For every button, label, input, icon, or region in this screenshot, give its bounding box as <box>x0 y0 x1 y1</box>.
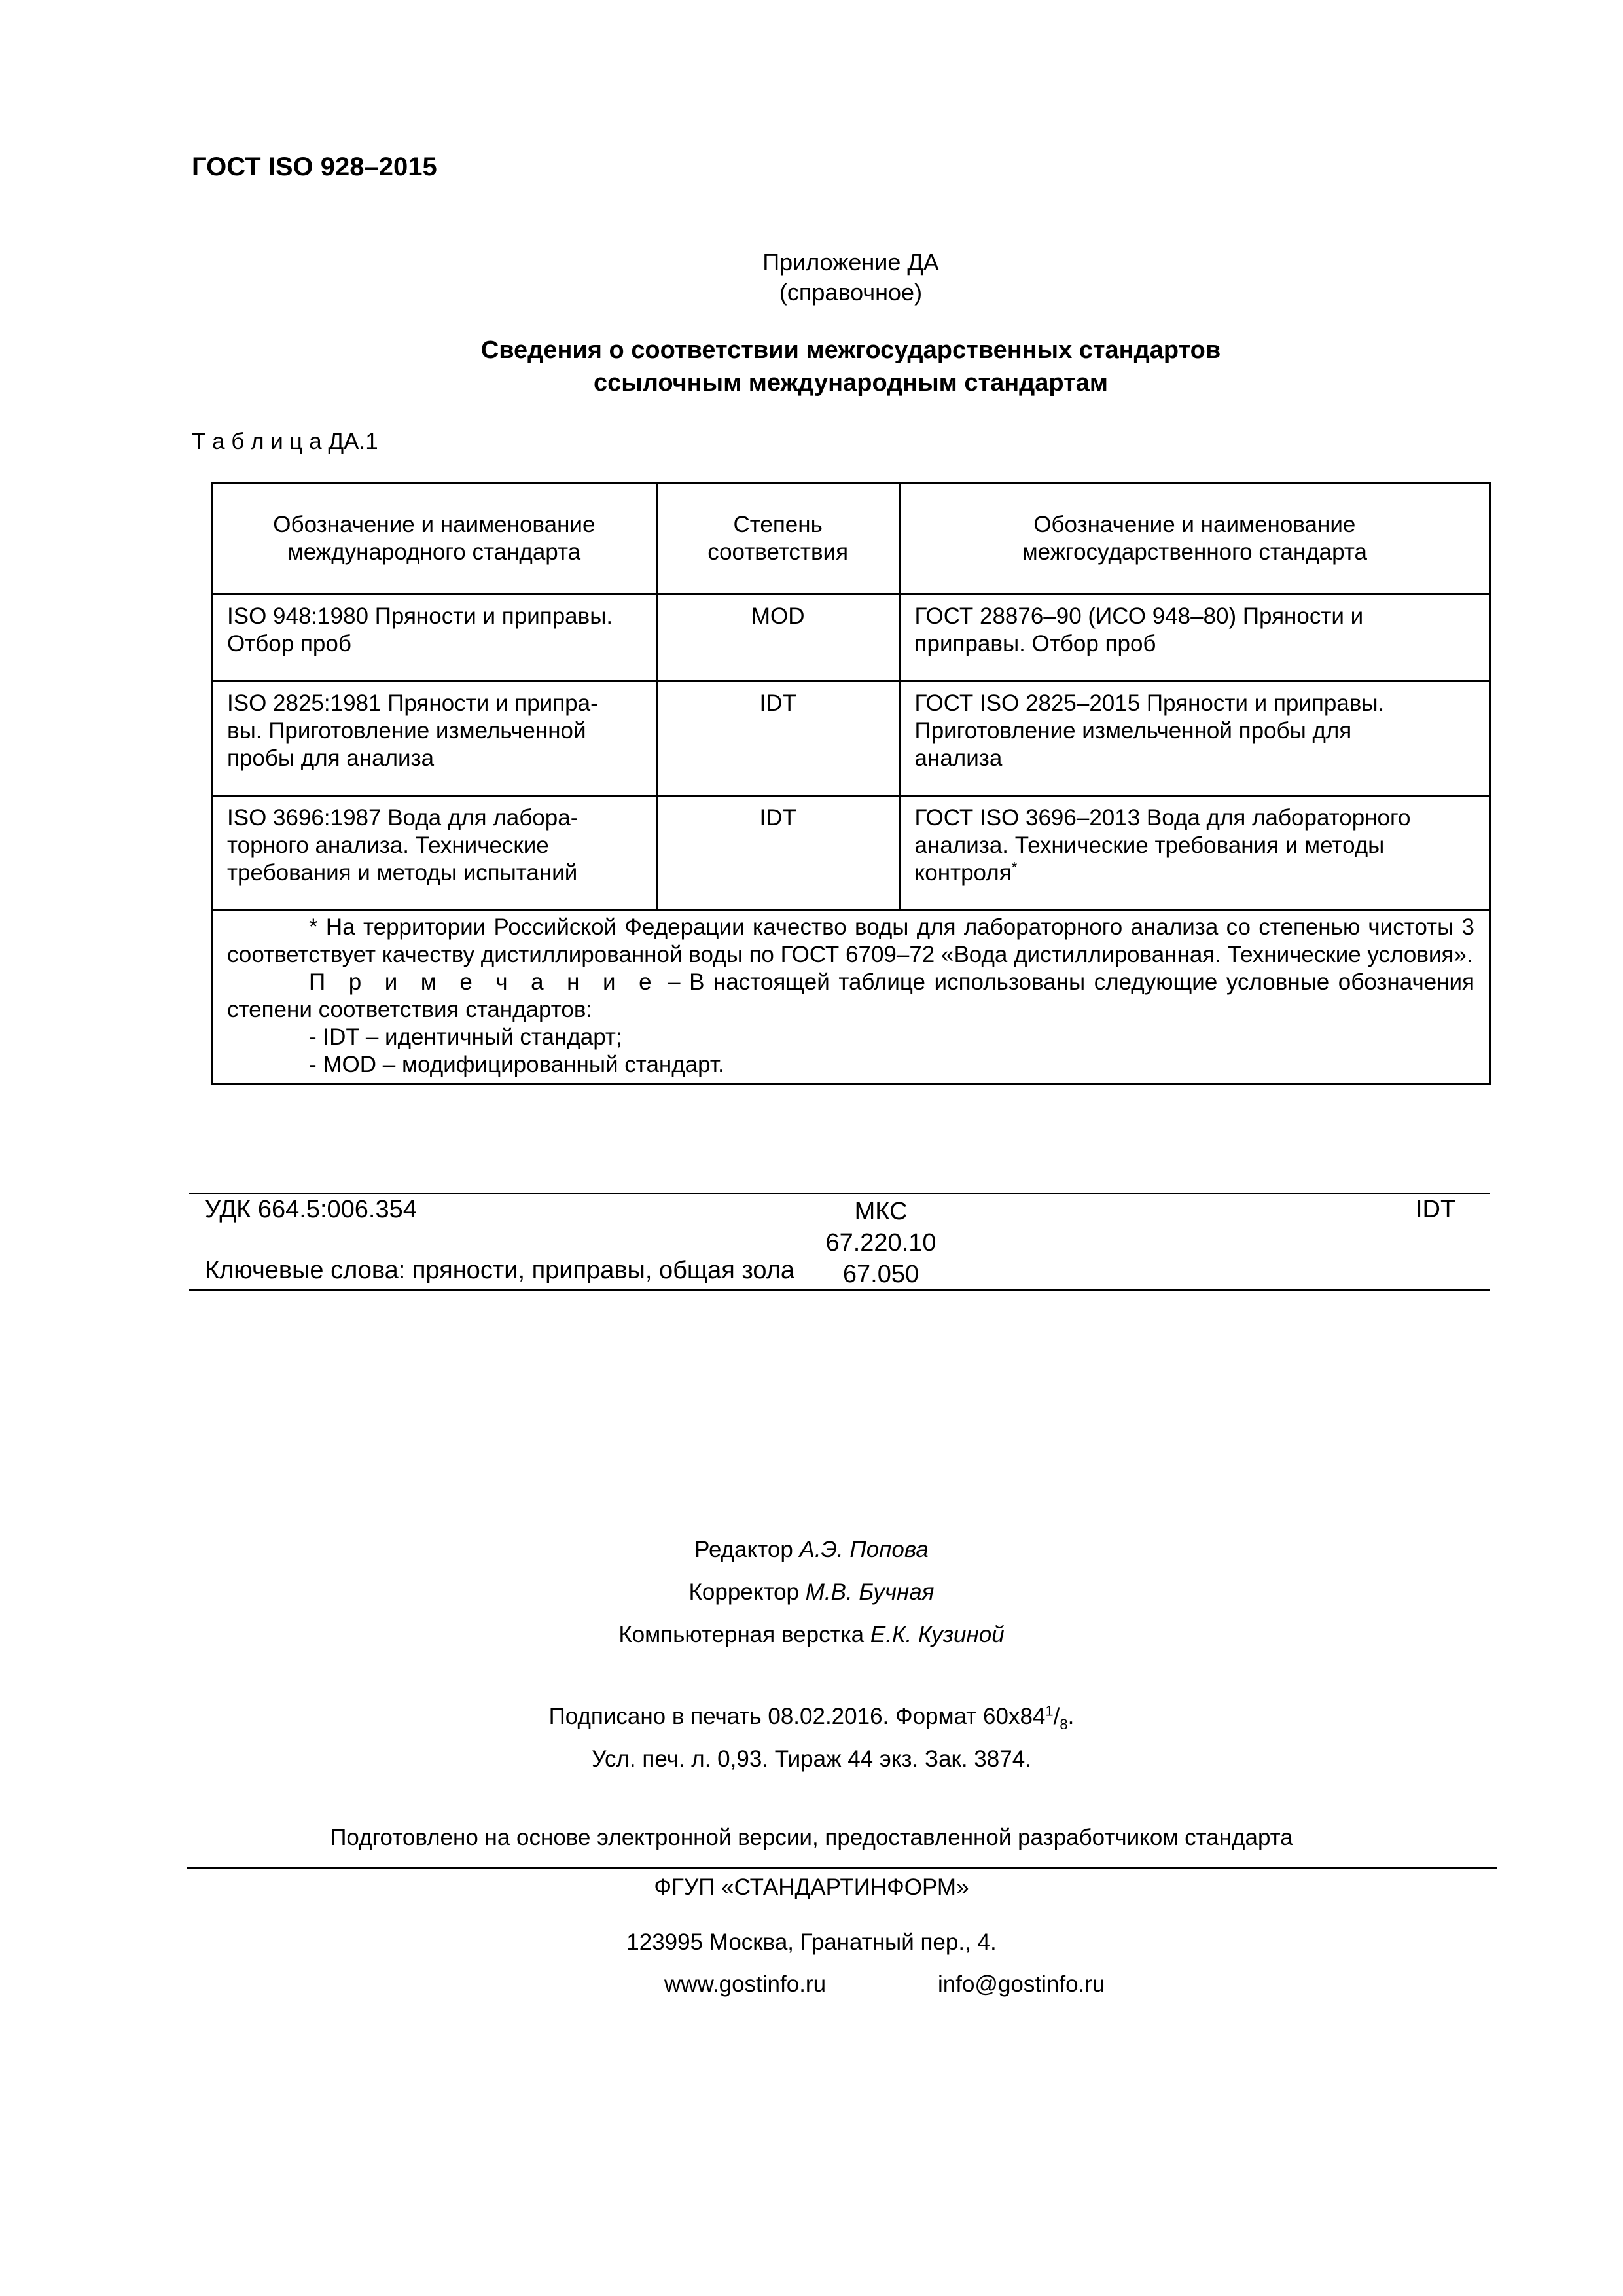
interstate-standard-cell <box>899 796 1489 910</box>
cell-line: ГОСТ ISO 2825–2015 Пряности и приправы. <box>914 691 1385 716</box>
table-row <box>212 796 1490 910</box>
notes-row <box>212 910 1490 1084</box>
classification-bottom-rule <box>189 1289 1490 1291</box>
cell-line: ISO 948:1980 Пряности и приправы. <box>227 603 613 629</box>
cell-line: приправы. Отбор проб <box>914 631 1156 656</box>
cell-line: анализа <box>914 745 1003 771</box>
cell-line: вы. Приготовление измельченной <box>227 718 586 744</box>
annex-heading-line2: ссылочным международным стандартам <box>593 369 1108 397</box>
table-header-row <box>212 484 1490 594</box>
annex-title <box>654 247 1047 308</box>
cell-line: ISO 3696:1987 Вода для лабора- <box>227 805 579 831</box>
credit-label: Корректор <box>688 1579 806 1605</box>
cell-line: Приготовление измельченной пробы для <box>914 718 1352 744</box>
interstate-standard-cell <box>899 681 1489 796</box>
credit-name: А.Э. Попова <box>799 1537 929 1562</box>
cell-line: торного анализа. Технические <box>227 833 549 858</box>
degree-cell: IDT <box>656 796 899 910</box>
format-slash: / <box>1053 1704 1060 1729</box>
udk-code: УДК 664.5:006.354 <box>205 1196 417 1223</box>
header-interstate-standard <box>899 484 1489 594</box>
format-sup: 1 <box>1045 1702 1054 1719</box>
credit-label: Редактор <box>694 1537 800 1562</box>
cell-line: ГОСТ ISO 3696–2013 Вода для лабораторного <box>914 805 1411 831</box>
editor-credit <box>0 1537 1623 1563</box>
credit-label: Компьютерная верстка <box>618 1622 870 1647</box>
intl-standard-cell <box>212 796 657 910</box>
annex-heading <box>366 334 1335 399</box>
table-row <box>212 681 1490 796</box>
publisher-rule <box>187 1867 1497 1869</box>
header-cell-text: Обозначение и наименование <box>1033 512 1356 537</box>
proofreader-credit <box>0 1579 1623 1605</box>
mks-line: 67.050 <box>842 1261 919 1288</box>
note-label: П р и м е ч а н и е <box>309 969 659 995</box>
degree-cell: MOD <box>656 594 899 681</box>
credit-name: Е.К. Кузиной <box>870 1622 1005 1647</box>
table-caption: Т а б л и ц а ДА.1 <box>192 429 378 454</box>
cell-line <box>915 859 1478 887</box>
cell-line-text: контроля <box>914 860 1012 886</box>
annex-label: Приложение ДА <box>762 249 939 276</box>
document-code-header: ГОСТ ISO 928–2015 <box>192 152 437 181</box>
note-item: - MOD – модифицированный стандарт. <box>309 1052 724 1077</box>
intl-standard-cell <box>212 594 657 681</box>
footnote-mark: * <box>1011 859 1018 876</box>
cell-line: Отбор проб <box>227 631 351 656</box>
intl-standard-cell <box>212 681 657 796</box>
publisher-email[interactable]: info@gostinfo.ru <box>938 1971 1105 1997</box>
cell-line: анализа. Технические требования и методы <box>914 833 1385 858</box>
prepared-note: Подготовлено на основе электронной версии, предоставленной разработчиком стандарта <box>330 1825 1293 1850</box>
imprint-text: Подписано в печать 08.02.2016. Формат 60x84 <box>548 1704 1046 1729</box>
credit-name: М.В. Бучная <box>805 1579 935 1605</box>
annex-heading-line1: Сведения о соответствии межгосударственных стандартов <box>480 336 1221 364</box>
cell-line: требования и методы испытаний <box>227 860 578 886</box>
degree-cell: IDT <box>656 681 899 796</box>
header-cell-text: межгосударственного стандарта <box>1022 539 1367 565</box>
correspondence-table <box>211 482 1491 1085</box>
keywords: Ключевые слова: пряности, приправы, общая зола <box>205 1257 794 1284</box>
cell-line: пробы для анализа <box>227 745 435 771</box>
cell-line: ISO 2825:1981 Пряности и припра- <box>227 691 598 716</box>
cell-line: ГОСТ 28876–90 (ИСО 948–80) Пряности и <box>914 603 1364 629</box>
header-international-standard <box>212 484 657 594</box>
mks-codes <box>796 1196 966 1290</box>
table-note <box>227 969 1474 1024</box>
interstate-standard-cell <box>899 594 1489 681</box>
format-end: . <box>1067 1704 1075 1729</box>
footnote-text: * На территории Российской Федерации качество воды для лабораторного анализа со степенью чистоты 3 соответствует качеству дистиллированной воды по ГОСТ 6709–72 «Вода дистиллированная. Технические условия». <box>227 914 1474 967</box>
layout-credit <box>0 1622 1623 1648</box>
header-cell-text: Обозначение и наименование <box>273 512 596 537</box>
classification-top-rule <box>189 1193 1490 1194</box>
header-cell-text: международного стандарта <box>287 539 581 565</box>
format-sub: 8 <box>1060 1716 1068 1732</box>
table-row <box>212 594 1490 681</box>
mks-line: МКС 67.220.10 <box>825 1198 936 1257</box>
publisher-address: 123995 Москва, Гранатный пер., 4. <box>626 1929 997 1955</box>
print-info: Усл. печ. л. 0,93. Тираж 44 экз. Зак. 3874. <box>592 1746 1031 1772</box>
notes-cell <box>212 910 1490 1084</box>
signed-to-print <box>0 1704 1623 1730</box>
note-text: – В настоящей таблице использованы следующие условные обозначения степени соответствия стандартов: <box>227 969 1474 1022</box>
note-item: - IDT – идентичный стандарт; <box>309 1024 622 1050</box>
header-degree <box>656 484 899 594</box>
publisher-name: ФГУП «СТАНДАРТИНФОРМ» <box>654 1874 969 1900</box>
annex-type: (справочное) <box>779 279 923 306</box>
degree-code: IDT <box>1416 1196 1456 1223</box>
header-cell-text: соответствия <box>707 539 849 565</box>
header-cell-text: Степень <box>733 512 823 537</box>
publisher-website[interactable]: www.gostinfo.ru <box>664 1971 827 1997</box>
